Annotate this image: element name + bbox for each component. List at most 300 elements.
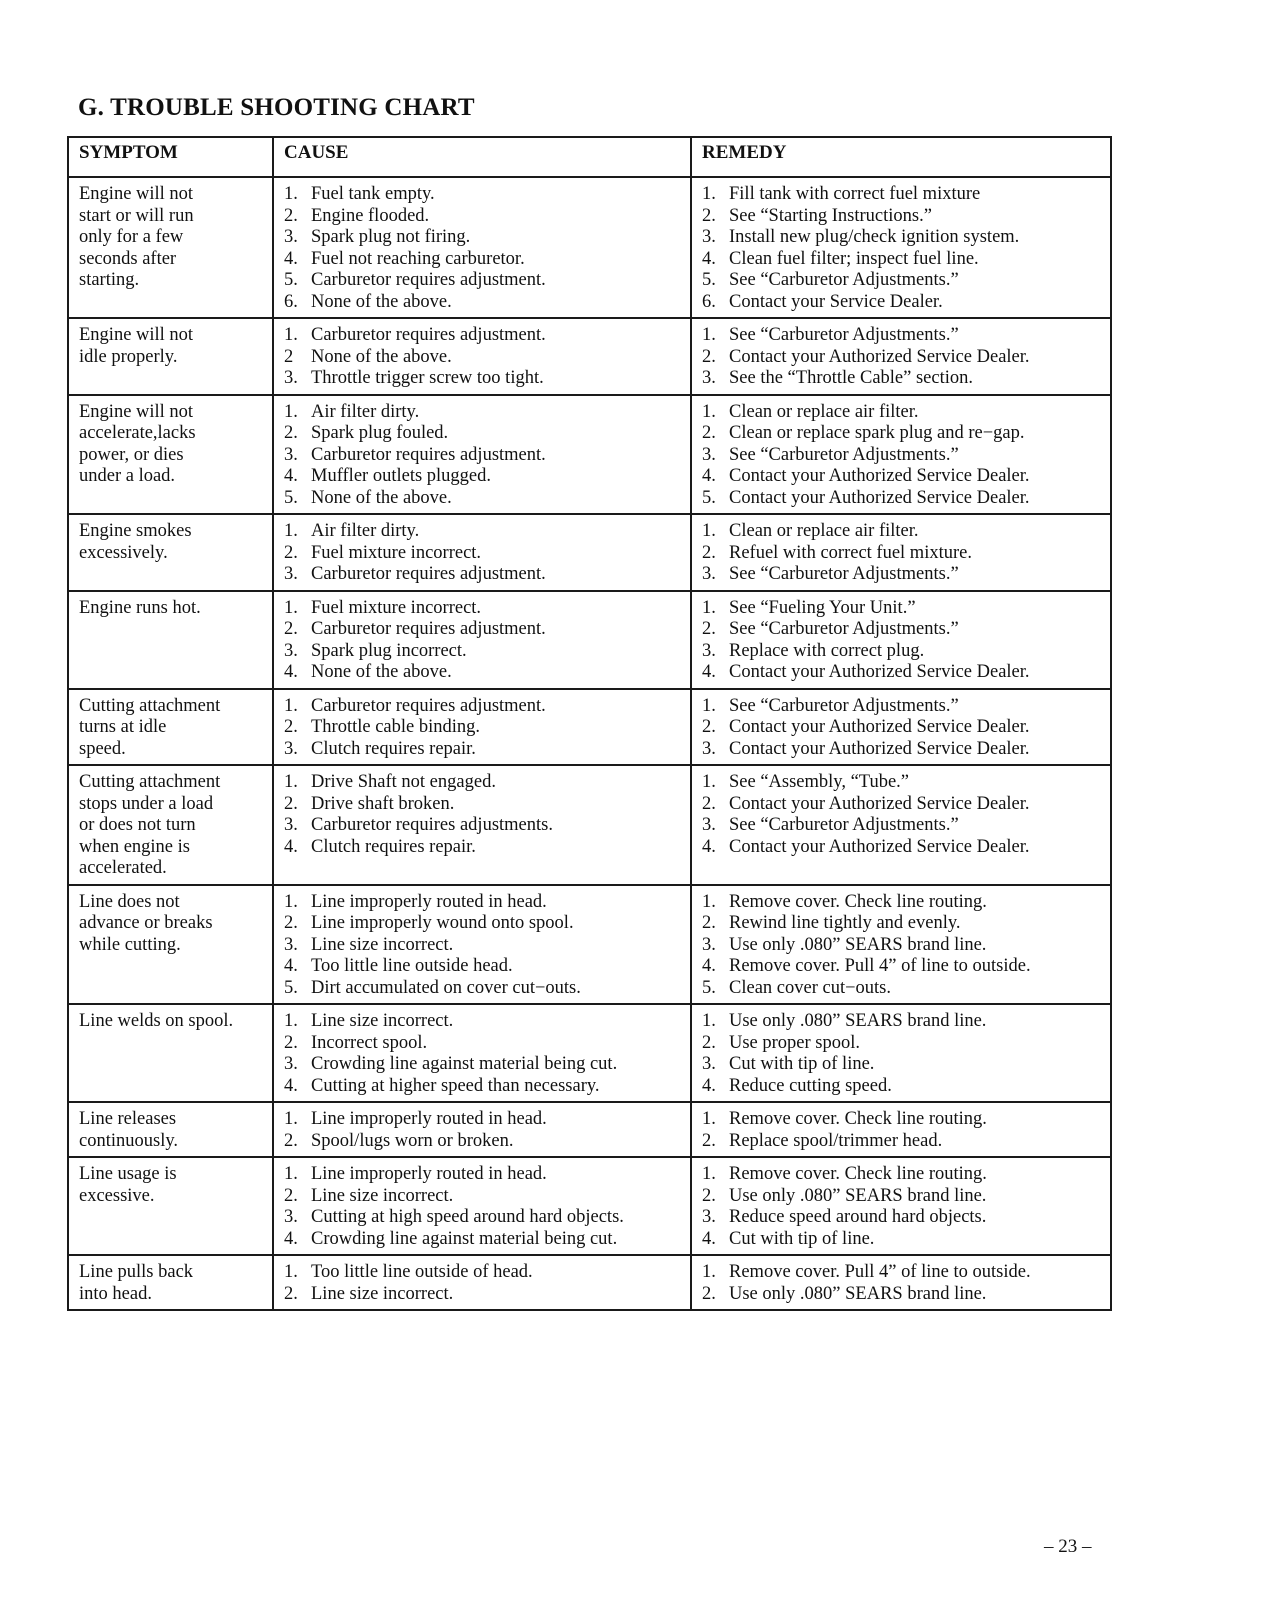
symptom-cell: Cutting attachment turns at idle speed. [68, 689, 273, 766]
cause-item-number: 2. [284, 793, 298, 814]
header-row [68, 137, 1111, 177]
cause-list [284, 772, 682, 858]
remedy-item-number: 1. [702, 891, 716, 912]
cause-item-text: Too little line outside head. [311, 956, 513, 976]
remedy-list [702, 598, 1102, 684]
cause-item-number: 4. [284, 466, 298, 486]
remedy-item-number: 3. [702, 934, 716, 955]
cause-list [284, 1109, 682, 1152]
remedy-item-number: 1. [702, 772, 716, 792]
remedy-cell [691, 765, 1111, 885]
cause-item-text: Spark plug not firing. [311, 227, 471, 247]
remedy-list [702, 696, 1102, 761]
remedy-item [702, 815, 1102, 837]
table-row [68, 177, 1111, 318]
cause-cell [273, 318, 691, 395]
remedy-item-number: 2. [702, 793, 716, 814]
remedy-list [702, 521, 1102, 586]
remedy-item [702, 445, 1102, 467]
remedy-item-text: See “Carburetor Adjustments.” [729, 444, 959, 465]
cause-item-number: 1. [284, 891, 298, 912]
cause-item [284, 564, 682, 586]
cause-item [284, 227, 682, 249]
remedy-item-text: Contact your Service Dealer. [729, 291, 943, 312]
cause-item [284, 662, 682, 684]
cause-item-text: Fuel tank empty. [311, 184, 435, 204]
cause-item [284, 466, 682, 488]
cause-item [284, 543, 682, 565]
remedy-item-text: Replace with correct plug. [729, 640, 925, 661]
remedy-item-number: 2. [702, 913, 716, 933]
remedy-cell [691, 885, 1111, 1005]
cause-item-text: None of the above. [311, 662, 452, 682]
cause-item [284, 1164, 682, 1186]
cause-item [284, 641, 682, 663]
remedy-list [702, 1011, 1102, 1097]
symptom-cell: Line usage is excessive. [68, 1157, 273, 1255]
remedy-item [702, 564, 1102, 586]
remedy-item [702, 1284, 1102, 1306]
cause-item [284, 1186, 682, 1208]
remedy-item-text: Use only .080” SEARS brand line. [729, 1283, 987, 1304]
cause-item [284, 772, 682, 794]
cause-item [284, 935, 682, 957]
cause-item-number: 4. [284, 1228, 298, 1249]
cause-item [284, 402, 682, 424]
remedy-item-text: Fill tank with correct fuel mixture [729, 184, 981, 204]
cause-item [284, 1131, 682, 1153]
remedy-item-text: Cut with tip of line. [729, 1054, 875, 1074]
cause-item-text: Carburetor requires adjustments. [311, 815, 553, 835]
remedy-item [702, 717, 1102, 739]
remedy-item [702, 1109, 1102, 1131]
remedy-item-text: See “Carburetor Adjustments.” [729, 270, 959, 290]
remedy-item [702, 598, 1102, 620]
cause-item [284, 445, 682, 467]
cause-item [284, 521, 682, 543]
remedy-list [702, 1262, 1102, 1305]
page-number: – 23 – [1044, 1536, 1092, 1557]
cause-item-text: Carburetor requires adjustment. [311, 444, 546, 465]
cause-item-text: Carburetor requires adjustment. [311, 270, 546, 290]
cause-item-number: 4. [284, 1075, 298, 1096]
remedy-item-number: 1. [702, 1011, 716, 1031]
remedy-item [702, 325, 1102, 347]
remedy-item-text: Rewind line tightly and evenly. [729, 913, 961, 933]
cause-item-number: 1. [284, 401, 298, 422]
remedy-item [702, 368, 1102, 390]
remedy-item-number: 1. [702, 1262, 716, 1282]
symptom-cell: Line releases continuously. [68, 1102, 273, 1157]
remedy-item [702, 347, 1102, 369]
remedy-item-number: 1. [702, 1164, 716, 1184]
cause-item-text: Carburetor requires adjustment. [311, 564, 546, 584]
cause-cell [273, 591, 691, 689]
cause-item-text: Carburetor requires adjustment. [311, 619, 546, 639]
remedy-item-number: 3. [702, 640, 716, 661]
remedy-item-number: 3. [702, 564, 716, 584]
cause-item-text: Fuel mixture incorrect. [311, 597, 482, 618]
remedy-item-text: Remove cover. Pull 4” of line to outside. [729, 956, 1031, 976]
remedy-item-text: Clean or replace spark plug and re−gap. [729, 423, 1025, 443]
remedy-item [702, 206, 1102, 228]
symptom-cell: Line welds on spool. [68, 1004, 273, 1102]
table-row [68, 1255, 1111, 1310]
remedy-item [702, 1186, 1102, 1208]
remedy-item [702, 543, 1102, 565]
remedy-item-number: 1. [702, 401, 716, 422]
cause-item-number: 2. [284, 913, 298, 933]
remedy-item-number: 4. [702, 1228, 716, 1249]
cause-item-number: 3. [284, 368, 298, 388]
cause-list [284, 696, 682, 761]
remedy-item-number: 2. [702, 1130, 716, 1151]
cause-item [284, 423, 682, 445]
remedy-item-text: Use proper spool. [729, 1032, 861, 1053]
remedy-item-number: 1. [702, 1109, 716, 1129]
remedy-item-number: 2. [702, 542, 716, 563]
cause-item-number: 5. [284, 270, 298, 290]
remedy-item [702, 1131, 1102, 1153]
cause-item-number: 4. [284, 662, 298, 682]
table-row [68, 765, 1111, 885]
cause-item-number: 3. [284, 934, 298, 955]
remedy-item-text: Install new plug/check ignition system. [729, 227, 1020, 247]
cause-item-text: Line size incorrect. [311, 1011, 454, 1031]
remedy-item [702, 292, 1102, 314]
remedy-item-number: 4. [702, 956, 716, 976]
table-row [68, 689, 1111, 766]
cause-item-number: 1. [284, 1262, 298, 1282]
symptom-cell: Engine will not accelerate,lacks power, or dies under a load. [68, 395, 273, 515]
remedy-item-number: 2. [702, 1185, 716, 1206]
remedy-item [702, 1054, 1102, 1076]
cause-item-text: None of the above. [311, 346, 452, 367]
table-row [68, 514, 1111, 591]
cause-item-number: 1. [284, 1164, 298, 1184]
remedy-cell [691, 591, 1111, 689]
cause-item-number: 3. [284, 444, 298, 465]
cause-item-number: 2. [284, 1032, 298, 1053]
cause-item [284, 837, 682, 859]
remedy-item-number: 3. [702, 815, 716, 835]
remedy-item-text: Contact your Authorized Service Dealer. [729, 836, 1030, 857]
cause-cell [273, 885, 691, 1005]
cause-item-number: 4. [284, 836, 298, 857]
cause-cell [273, 1004, 691, 1102]
cause-list [284, 1011, 682, 1097]
remedy-item [702, 956, 1102, 978]
cause-item-number: 2 [284, 346, 294, 367]
remedy-item-text: See “Starting Instructions.” [729, 205, 932, 226]
remedy-item-text: Contact your Authorized Service Dealer. [729, 346, 1030, 367]
cause-item-number: 2. [284, 1130, 298, 1151]
cause-list [284, 598, 682, 684]
cause-item-number: 1. [284, 521, 298, 541]
cause-item-number: 2. [284, 1185, 298, 1206]
cause-item-number: 1. [284, 1011, 298, 1031]
remedy-item [702, 892, 1102, 914]
cause-item-text: Air filter dirty. [311, 521, 420, 541]
remedy-item-number: 2. [702, 423, 716, 443]
cause-item [284, 1229, 682, 1251]
cause-item [284, 892, 682, 914]
table-row [68, 1004, 1111, 1102]
cause-item-number: 4. [284, 956, 298, 976]
remedy-cell [691, 689, 1111, 766]
symptom-cell: Engine smokes excessively. [68, 514, 273, 591]
remedy-list [702, 1164, 1102, 1250]
cause-item-number: 2. [284, 1283, 298, 1304]
remedy-item-text: See “Carburetor Adjustments.” [729, 619, 959, 639]
cause-item-text: Air filter dirty. [311, 401, 420, 422]
cause-item-number: 1. [284, 597, 298, 618]
remedy-item-number: 2. [702, 205, 716, 226]
remedy-item-text: Reduce cutting speed. [729, 1075, 892, 1096]
cause-item-text: Clutch requires repair. [311, 738, 476, 759]
cause-item [284, 1109, 682, 1131]
remedy-item-number: 3. [702, 227, 716, 247]
remedy-item [702, 935, 1102, 957]
cause-item-number: 3. [284, 564, 298, 584]
remedy-item-number: 3. [702, 738, 716, 759]
cause-item-text: Carburetor requires adjustment. [311, 695, 546, 716]
remedy-item [702, 739, 1102, 761]
cause-item-text: Cutting at high speed around hard objects. [311, 1207, 624, 1227]
remedy-item-number: 4. [702, 466, 716, 486]
remedy-item [702, 662, 1102, 684]
remedy-item [702, 978, 1102, 1000]
remedy-item-text: Clean cover cut−outs. [729, 977, 891, 998]
cause-item-text: Line size incorrect. [311, 1185, 454, 1206]
cause-item-number: 2. [284, 542, 298, 563]
cause-cell [273, 1102, 691, 1157]
cause-item-text: Spool/lugs worn or broken. [311, 1130, 514, 1151]
cause-item-number: 1. [284, 184, 298, 204]
cause-item-number: 4. [284, 248, 298, 269]
remedy-item [702, 227, 1102, 249]
remedy-item-number: 4. [702, 662, 716, 682]
remedy-item-number: 4. [702, 836, 716, 857]
remedy-item-text: Contact your Authorized Service Dealer. [729, 487, 1030, 508]
cause-item [284, 696, 682, 718]
symptom-cell: Engine runs hot. [68, 591, 273, 689]
remedy-list [702, 184, 1102, 313]
cause-item [284, 206, 682, 228]
cause-item-text: Spark plug fouled. [311, 423, 449, 443]
symptom-cell: Engine will not idle properly. [68, 318, 273, 395]
cause-item-text: Drive Shaft not engaged. [311, 772, 496, 792]
cause-item-text: Carburetor requires adjustment. [311, 325, 546, 345]
remedy-item-number: 1. [702, 184, 716, 204]
cause-item-number: 1. [284, 772, 298, 792]
cause-item-text: Throttle trigger screw too tight. [311, 368, 544, 388]
cause-item-number: 2. [284, 717, 298, 737]
cause-item-number: 3. [284, 738, 298, 759]
remedy-item-text: Contact your Authorized Service Dealer. [729, 738, 1030, 759]
remedy-item [702, 1229, 1102, 1251]
remedy-item-text: See “Carburetor Adjustments.” [729, 815, 959, 835]
cause-item-text: Clutch requires repair. [311, 836, 476, 857]
cause-list [284, 892, 682, 1000]
cause-item [284, 978, 682, 1000]
cause-item-text: Fuel mixture incorrect. [311, 542, 482, 563]
cause-item [284, 1262, 682, 1284]
remedy-item-text: Clean fuel filter; inspect fuel line. [729, 248, 979, 269]
cause-item [284, 1011, 682, 1033]
cause-item-number: 2. [284, 619, 298, 639]
cause-item [284, 913, 682, 935]
remedy-item [702, 521, 1102, 543]
table-row [68, 885, 1111, 1005]
remedy-item [702, 1076, 1102, 1098]
remedy-item [702, 837, 1102, 859]
cause-item-text: None of the above. [311, 291, 452, 312]
table-row [68, 318, 1111, 395]
remedy-item [702, 1262, 1102, 1284]
remedy-item [702, 619, 1102, 641]
remedy-item-number: 3. [702, 1207, 716, 1227]
cause-item [284, 184, 682, 206]
remedy-item-number: 1. [702, 695, 716, 716]
cause-item-text: Crowding line against material being cut. [311, 1228, 618, 1249]
remedy-item [702, 913, 1102, 935]
remedy-item-number: 6. [702, 291, 716, 312]
remedy-cell [691, 1157, 1111, 1255]
remedy-item-text: See “Carburetor Adjustments.” [729, 695, 959, 716]
remedy-item-text: See “Fueling Your Unit.” [729, 597, 916, 618]
cause-cell [273, 1157, 691, 1255]
remedy-list [702, 1109, 1102, 1152]
remedy-item-text: Remove cover. Check line routing. [729, 1109, 987, 1129]
remedy-list [702, 325, 1102, 390]
remedy-cell [691, 1255, 1111, 1310]
remedy-cell [691, 318, 1111, 395]
remedy-item [702, 423, 1102, 445]
remedy-item [702, 249, 1102, 271]
cause-cell [273, 689, 691, 766]
remedy-item [702, 488, 1102, 510]
remedy-item [702, 184, 1102, 206]
cause-item-text: Line size incorrect. [311, 934, 454, 955]
remedy-item-number: 5. [702, 270, 716, 290]
remedy-item-text: Refuel with correct fuel mixture. [729, 542, 972, 563]
cause-item-text: Crowding line against material being cut. [311, 1054, 618, 1074]
remedy-item-text: See “Carburetor Adjustments.” [729, 564, 959, 584]
cause-list [284, 521, 682, 586]
header-remedy: REMEDY [691, 137, 1111, 177]
cause-item-number: 5. [284, 977, 298, 998]
remedy-item-text: Remove cover. Check line routing. [729, 1164, 987, 1184]
cause-item [284, 739, 682, 761]
remedy-item [702, 1033, 1102, 1055]
remedy-item [702, 1164, 1102, 1186]
remedy-item-text: Contact your Authorized Service Dealer. [729, 717, 1030, 737]
remedy-item [702, 794, 1102, 816]
cause-item-text: Incorrect spool. [311, 1032, 428, 1053]
remedy-item-number: 2. [702, 717, 716, 737]
remedy-item-text: See “Carburetor Adjustments.” [729, 325, 959, 345]
cause-item-number: 1. [284, 325, 298, 345]
remedy-cell [691, 395, 1111, 515]
cause-item-number: 6. [284, 291, 298, 312]
remedy-cell [691, 514, 1111, 591]
cause-item-number: 3. [284, 227, 298, 247]
cause-item [284, 347, 682, 369]
remedy-item-text: Remove cover. Pull 4” of line to outside. [729, 1262, 1031, 1282]
remedy-item-number: 3. [702, 368, 716, 388]
remedy-item-text: Contact your Authorized Service Dealer. [729, 793, 1030, 814]
remedy-item-number: 1. [702, 521, 716, 541]
cause-item [284, 325, 682, 347]
remedy-list [702, 772, 1102, 858]
symptom-cell: Line pulls back into head. [68, 1255, 273, 1310]
cause-item-text: Spark plug incorrect. [311, 640, 467, 661]
cause-cell [273, 1255, 691, 1310]
cause-item-number: 3. [284, 1207, 298, 1227]
cause-item-text: Throttle cable binding. [311, 717, 481, 737]
cause-item-text: Cutting at higher speed than necessary. [311, 1075, 600, 1096]
cause-item [284, 1033, 682, 1055]
chart-title: G. TROUBLE SHOOTING CHART [78, 94, 475, 121]
remedy-item [702, 402, 1102, 424]
cause-item-number: 3. [284, 1054, 298, 1074]
cause-item [284, 794, 682, 816]
cause-list [284, 1164, 682, 1250]
remedy-item-number: 2. [702, 346, 716, 367]
table-row [68, 1157, 1111, 1255]
table-row [68, 591, 1111, 689]
cause-item [284, 717, 682, 739]
cause-item [284, 1207, 682, 1229]
remedy-item [702, 1207, 1102, 1229]
cause-item-text: Line improperly routed in head. [311, 891, 547, 912]
remedy-item-number: 3. [702, 1054, 716, 1074]
remedy-item-number: 2. [702, 1032, 716, 1053]
remedy-cell [691, 1102, 1111, 1157]
remedy-list [702, 892, 1102, 1000]
remedy-item-text: Contact your Authorized Service Dealer. [729, 466, 1030, 486]
remedy-item-number: 5. [702, 977, 716, 998]
remedy-item-text: Use only .080” SEARS brand line. [729, 934, 987, 955]
remedy-item-text: Remove cover. Check line routing. [729, 891, 987, 912]
cause-item [284, 292, 682, 314]
cause-cell [273, 765, 691, 885]
cause-item-number: 3. [284, 815, 298, 835]
remedy-item-number: 4. [702, 1075, 716, 1096]
remedy-item-number: 1. [702, 597, 716, 618]
cause-cell [273, 177, 691, 318]
remedy-cell [691, 177, 1111, 318]
header-symptom: SYMPTOM [68, 137, 273, 177]
cause-item-text: Line improperly wound onto spool. [311, 913, 574, 933]
remedy-item-number: 5. [702, 487, 716, 508]
table-row [68, 395, 1111, 515]
cause-item [284, 598, 682, 620]
remedy-item-text: Reduce speed around hard objects. [729, 1207, 987, 1227]
remedy-item-number: 4. [702, 248, 716, 269]
remedy-list [702, 402, 1102, 510]
cause-item-number: 1. [284, 1109, 298, 1129]
table-row [68, 1102, 1111, 1157]
cause-item-number: 2. [284, 205, 298, 226]
remedy-item-text: Use only .080” SEARS brand line. [729, 1011, 987, 1031]
remedy-item [702, 641, 1102, 663]
symptom-cell: Line does not advance or breaks while cutting. [68, 885, 273, 1005]
cause-item [284, 1284, 682, 1306]
cause-item-text: Line size incorrect. [311, 1283, 454, 1304]
cause-item-text: None of the above. [311, 487, 452, 508]
